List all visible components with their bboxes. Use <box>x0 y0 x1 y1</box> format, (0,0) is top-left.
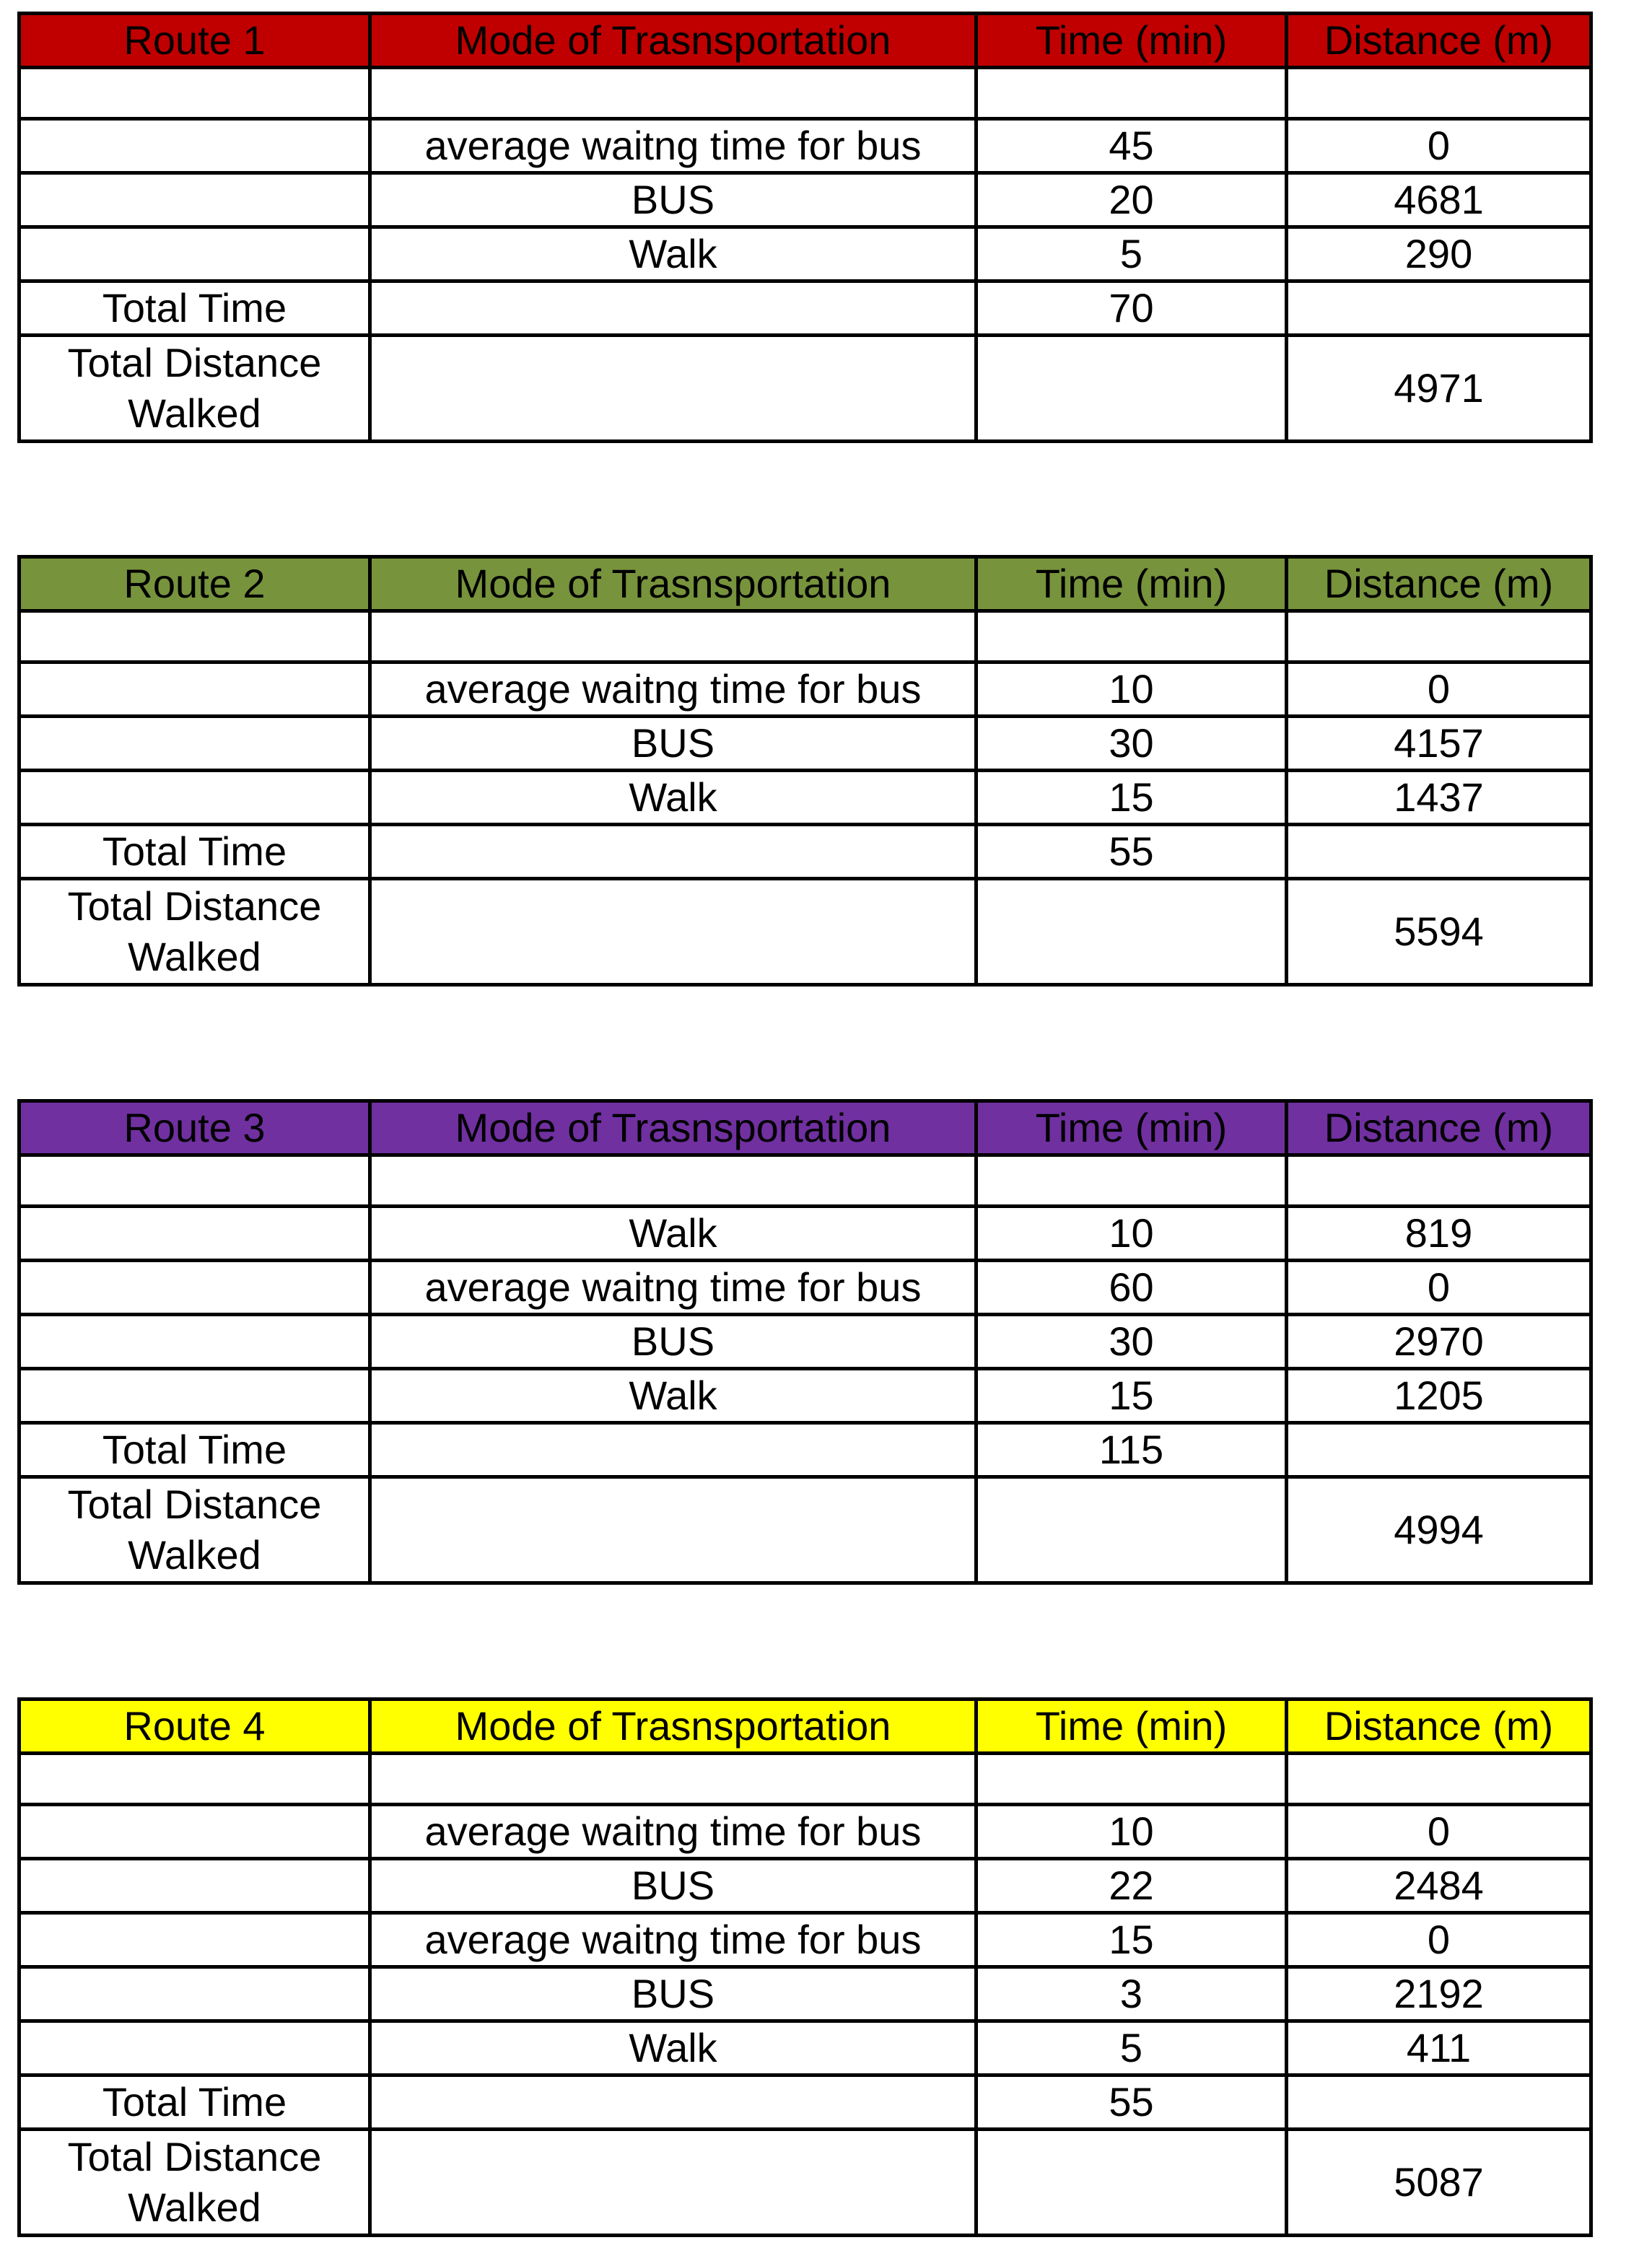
time-cell: 30 <box>976 1315 1287 1369</box>
total-time-value: 55 <box>976 825 1287 879</box>
table-row <box>19 1207 1591 1261</box>
mode-header: Mode of Trasnsportation <box>370 1101 976 1155</box>
distance-cell: 2192 <box>1287 1967 1591 2021</box>
header-row <box>19 14 1591 68</box>
mode-cell: Walk <box>370 1207 976 1261</box>
time-cell: 10 <box>976 1805 1287 1859</box>
table-row <box>19 1261 1591 1315</box>
empty-row <box>19 611 1591 662</box>
time-header: Time (min) <box>976 14 1287 68</box>
table-row <box>19 2021 1591 2075</box>
distance-cell: 4157 <box>1287 717 1591 771</box>
distance-cell: 819 <box>1287 1207 1591 1261</box>
total-time-row <box>19 2075 1591 2130</box>
time-cell: 30 <box>976 717 1287 771</box>
empty-row <box>19 1754 1591 1805</box>
table-row <box>19 119 1591 173</box>
table-row <box>19 1805 1591 1859</box>
route-name: Route 2 <box>19 557 370 611</box>
total-time-row <box>19 281 1591 336</box>
mode-cell: BUS <box>370 1315 976 1369</box>
distance-cell: 4681 <box>1287 173 1591 227</box>
time-header: Time (min) <box>976 1699 1287 1754</box>
distance-header: Distance (m) <box>1287 1101 1591 1155</box>
total-distance-label: Total Distance Walked <box>19 336 370 442</box>
total-distance-value: 4994 <box>1287 1477 1591 1583</box>
total-distance-row <box>19 879 1591 985</box>
distance-cell: 0 <box>1287 662 1591 717</box>
time-cell: 10 <box>976 1207 1287 1261</box>
time-cell: 45 <box>976 119 1287 173</box>
table-row <box>19 1859 1591 1913</box>
total-distance-value: 5594 <box>1287 879 1591 985</box>
mode-cell: average waitng time for bus <box>370 1913 976 1967</box>
total-distance-label: Total Distance Walked <box>19 1477 370 1583</box>
total-time-value: 55 <box>976 2075 1287 2130</box>
route-1-table <box>17 12 1593 443</box>
time-header: Time (min) <box>976 557 1287 611</box>
total-distance-value: 5087 <box>1287 2130 1591 2236</box>
table-row <box>19 771 1591 825</box>
mode-cell: Walk <box>370 1369 976 1423</box>
mode-cell: average waitng time for bus <box>370 1261 976 1315</box>
table-row <box>19 1369 1591 1423</box>
time-cell: 15 <box>976 771 1287 825</box>
table-row <box>19 1315 1591 1369</box>
table-row <box>19 662 1591 717</box>
total-time-label: Total Time <box>19 1423 370 1477</box>
route-name: Route 4 <box>19 1699 370 1754</box>
distance-cell: 1205 <box>1287 1369 1591 1423</box>
table-row <box>19 1967 1591 2021</box>
mode-cell: BUS <box>370 1859 976 1913</box>
mode-cell: BUS <box>370 173 976 227</box>
total-time-value: 70 <box>976 281 1287 336</box>
empty-row <box>19 68 1591 119</box>
time-cell: 60 <box>976 1261 1287 1315</box>
time-cell: 15 <box>976 1369 1287 1423</box>
total-distance-row <box>19 336 1591 442</box>
distance-cell: 2970 <box>1287 1315 1591 1369</box>
total-distance-value: 4971 <box>1287 336 1591 442</box>
time-header: Time (min) <box>976 1101 1287 1155</box>
time-cell: 15 <box>976 1913 1287 1967</box>
distance-header: Distance (m) <box>1287 1699 1591 1754</box>
distance-header: Distance (m) <box>1287 14 1591 68</box>
time-cell: 22 <box>976 1859 1287 1913</box>
total-time-label: Total Time <box>19 825 370 879</box>
distance-header: Distance (m) <box>1287 557 1591 611</box>
header-row <box>19 1699 1591 1754</box>
mode-header: Mode of Trasnsportation <box>370 557 976 611</box>
total-distance-row <box>19 1477 1591 1583</box>
total-time-row <box>19 825 1591 879</box>
route-4-table <box>17 1697 1593 2237</box>
header-row <box>19 557 1591 611</box>
mode-cell: Walk <box>370 2021 976 2075</box>
time-cell: 5 <box>976 2021 1287 2075</box>
distance-cell: 0 <box>1287 1805 1591 1859</box>
total-distance-row <box>19 2130 1591 2236</box>
mode-cell: Walk <box>370 227 976 281</box>
route-name: Route 1 <box>19 14 370 68</box>
distance-cell: 411 <box>1287 2021 1591 2075</box>
total-time-label: Total Time <box>19 281 370 336</box>
mode-header: Mode of Trasnsportation <box>370 1699 976 1754</box>
mode-cell: Walk <box>370 771 976 825</box>
route-3-table <box>17 1099 1593 1585</box>
total-distance-label: Total Distance Walked <box>19 2130 370 2236</box>
distance-cell: 0 <box>1287 1261 1591 1315</box>
mode-cell: average waitng time for bus <box>370 1805 976 1859</box>
mode-cell: average waitng time for bus <box>370 119 976 173</box>
empty-row <box>19 1155 1591 1207</box>
distance-cell: 0 <box>1287 119 1591 173</box>
distance-cell: 290 <box>1287 227 1591 281</box>
total-distance-label: Total Distance Walked <box>19 879 370 985</box>
mode-header: Mode of Trasnsportation <box>370 14 976 68</box>
table-row <box>19 227 1591 281</box>
mode-cell: average waitng time for bus <box>370 662 976 717</box>
distance-cell: 0 <box>1287 1913 1591 1967</box>
route-2-table <box>17 555 1593 986</box>
time-cell: 10 <box>976 662 1287 717</box>
total-time-label: Total Time <box>19 2075 370 2130</box>
time-cell: 20 <box>976 173 1287 227</box>
distance-cell: 2484 <box>1287 1859 1591 1913</box>
mode-cell: BUS <box>370 717 976 771</box>
table-row <box>19 717 1591 771</box>
total-time-value: 115 <box>976 1423 1287 1477</box>
time-cell: 3 <box>976 1967 1287 2021</box>
time-cell: 5 <box>976 227 1287 281</box>
total-time-row <box>19 1423 1591 1477</box>
table-row <box>19 1913 1591 1967</box>
distance-cell: 1437 <box>1287 771 1591 825</box>
header-row <box>19 1101 1591 1155</box>
mode-cell: BUS <box>370 1967 976 2021</box>
route-name: Route 3 <box>19 1101 370 1155</box>
table-row <box>19 173 1591 227</box>
